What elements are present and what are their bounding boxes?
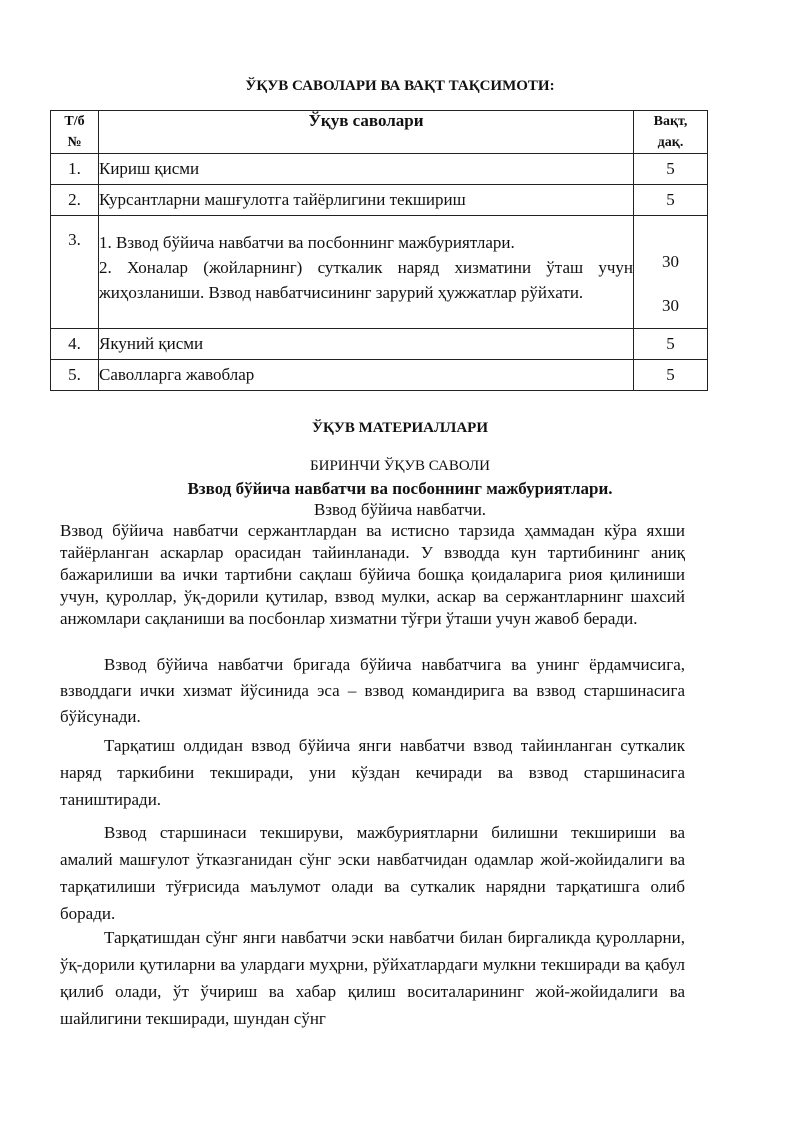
paragraph: Взвод старшинаси текшируви, мажбуриятларни билишни текшириши ва амалий машғулот ўтказганидан сўнг эски навбатчидан одамлар жой-жойидалиги ва тарқатилиши тўғрисида маълумот олади ва суткалик нарядни тарқатишга олиб боради. — [60, 823, 685, 923]
row-time-2: 30 — [662, 296, 679, 315]
row-time — [634, 216, 708, 329]
first-question-title: Взвод бўйича навбатчи ва посбоннинг мажбуриятлари. — [187, 479, 613, 498]
page-title: ЎҚУВ САВОЛАРИ ВА ВАҚТ ТАҚСИМОТИ: — [245, 78, 555, 94]
row-topic-item-1: 1. Взвод бўйича навбатчи ва посбоннинг мажбуриятлари. — [99, 233, 515, 252]
table-row — [51, 216, 708, 329]
paragraph: Тарқатиш олдидан взвод бўйича янги навбатчи взвод тайинланган суткалик наряд таркибини текширади, уни кўздан кечиради ва взвод старшинасига таништиради. — [60, 736, 685, 809]
paragraph: Взвод бўйича навбатчи сержантлардан ва истисно тарзида ҳаммадан кўра яхши тайёрланган аскарлар орасидан тайинланади. У взводда кун тартибининг аниқ бажарилиши ва ички тартибни сақлаш бўйича бошқа қоидаларига риоя қилиниши учун, қуроллар, ўқ-дорили қутилар, взвод мулки, аскар ва сержантларнинг шахсий анжомлари сақланиши ва посбонлар хизматни тўғри ўташи учун жавоб беради. — [60, 521, 685, 628]
row-number: 5. — [51, 360, 99, 391]
table-header-row — [51, 111, 708, 154]
header-time-line1: Вақт, — [653, 114, 688, 129]
first-question-subtitle: Взвод бўйича навбатчи. — [313, 500, 487, 519]
row-time: 5 — [634, 360, 708, 391]
row-time: 5 — [634, 185, 708, 216]
table-row — [51, 154, 708, 185]
header-number-line1: Т/б — [64, 114, 85, 129]
row-number: 3. — [51, 216, 99, 329]
row-topic: Кириш қисми — [99, 154, 634, 185]
table-row — [51, 185, 708, 216]
paragraph: Взвод бўйича навбатчи бригада бўйича навбатчига ва унинг ёрдамчисига, взводдаги ички хизмат йўсинида эса – взвод командирига ва взвод старшинасига бўйсунади. — [60, 655, 685, 726]
first-question-label: БИРИНЧИ ЎҚУВ САВОЛИ — [310, 458, 490, 474]
row-time: 5 — [634, 154, 708, 185]
row-topic: Саволларга жавоблар — [99, 360, 634, 391]
header-number — [51, 111, 99, 154]
row-number: 1. — [51, 154, 99, 185]
row-topic — [99, 216, 634, 329]
table-row — [51, 360, 708, 391]
row-number: 4. — [51, 329, 99, 360]
materials-heading: ЎҚУВ МАТЕРИАЛЛАРИ — [311, 420, 488, 436]
row-time-1: 30 — [662, 252, 679, 271]
paragraph: Тарқатишдан сўнг янги навбатчи эски навбатчи билан биргаликда қуролларни, ўқ-дорили қутиларни ва улардаги муҳрни, рўйхатлардаги мулкни текширади ва қабул қилиб олади, ўт ўчириш ва хабар қилиш воситаларининг жой-жойидалиги ва шайлигини текширади, шундан сўнг — [60, 928, 685, 1028]
row-number: 2. — [51, 185, 99, 216]
header-number-line2: № — [67, 135, 82, 150]
header-time-line2: дақ. — [657, 135, 684, 150]
table-row — [51, 329, 708, 360]
row-time: 5 — [634, 329, 708, 360]
row-topic: Якуний қисми — [99, 329, 634, 360]
header-topic: Ўқув саволари — [99, 111, 634, 154]
row-topic: Курсантларни машғулотга тайёрлигини текшириш — [99, 185, 634, 216]
header-time — [634, 111, 708, 154]
row-topic-item-2: 2. Хоналар (жойларнинг) суткалик наряд хизматини ўташ учун жиҳозланиши. Взвод навбатчисининг зарурий ҳужжатлар рўйхати. — [99, 258, 633, 302]
schedule-table — [50, 110, 708, 391]
